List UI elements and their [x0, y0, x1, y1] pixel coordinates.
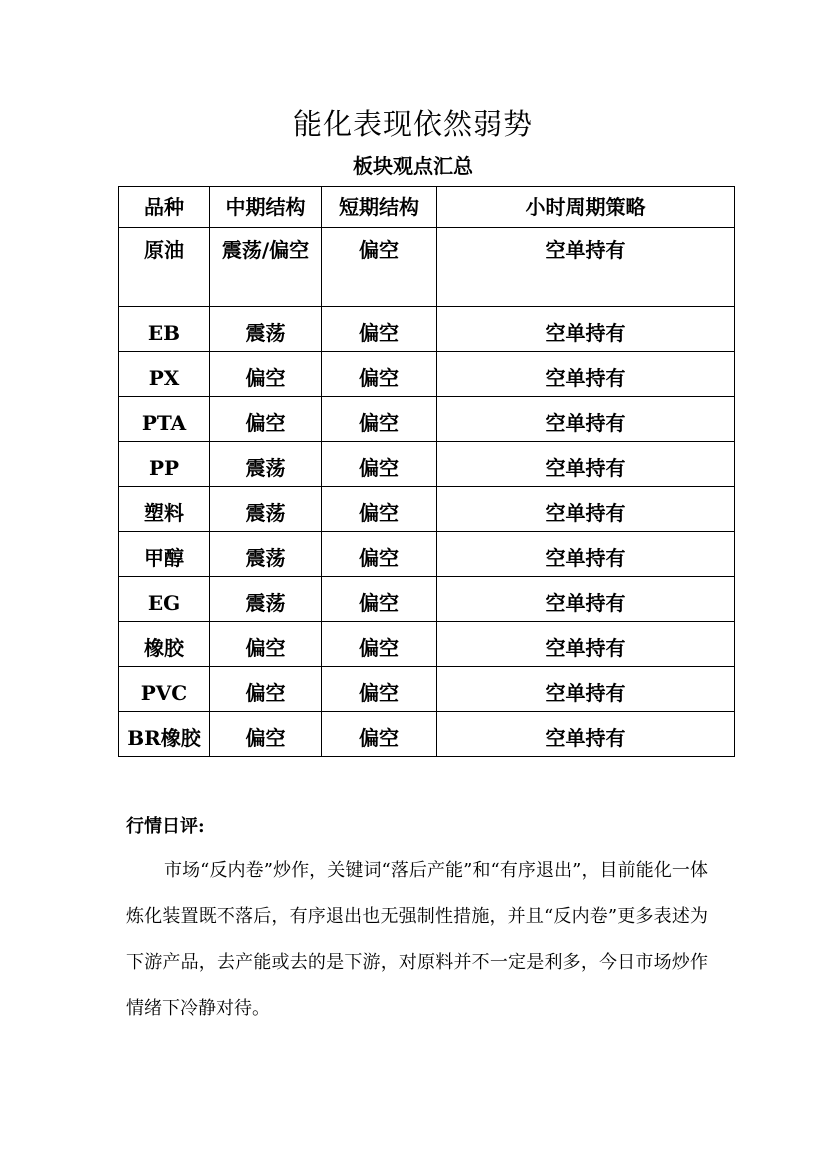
- document-title: 能化表现依然弱势: [292, 107, 533, 141]
- summary-table: [118, 186, 735, 757]
- table-row: [119, 622, 735, 667]
- cell-short-term: 偏空: [322, 352, 437, 397]
- cell-mid-term: 震荡: [210, 577, 322, 622]
- cell-mid-term: 偏空: [210, 622, 322, 667]
- table-row: [119, 667, 735, 712]
- table-row: [119, 532, 735, 577]
- cell-mid-term: 偏空: [210, 352, 322, 397]
- cell-variety: 橡胶: [119, 622, 210, 667]
- table-row: [119, 487, 735, 532]
- cell-short-term: 偏空: [322, 228, 437, 307]
- cell-mid-term: 震荡: [210, 442, 322, 487]
- cell-variety: EB: [119, 307, 210, 352]
- header-mid-term: 中期结构: [210, 187, 322, 228]
- document-subtitle: 板块观点汇总: [353, 154, 473, 178]
- cell-short-term: 偏空: [322, 712, 437, 757]
- cell-strategy: 空单持有: [437, 532, 735, 577]
- cell-mid-term: 震荡: [210, 487, 322, 532]
- cell-short-term: 偏空: [322, 667, 437, 712]
- market-review-heading: 行情日评:: [126, 816, 205, 837]
- header-short-term: 短期结构: [322, 187, 437, 228]
- cell-variety: PTA: [119, 397, 210, 442]
- cell-short-term: 偏空: [322, 622, 437, 667]
- cell-strategy: 空单持有: [437, 397, 735, 442]
- cell-strategy: 空单持有: [437, 622, 735, 667]
- table-row: [119, 307, 735, 352]
- table-row: [119, 442, 735, 487]
- cell-variety: PVC: [119, 667, 210, 712]
- cell-mid-term: 震荡/偏空: [210, 228, 322, 307]
- cell-strategy: 空单持有: [437, 228, 735, 307]
- cell-short-term: 偏空: [322, 307, 437, 352]
- table-row: [119, 228, 735, 307]
- table-row: [119, 577, 735, 622]
- header-variety: 品种: [119, 187, 210, 228]
- cell-variety: 塑料: [119, 487, 210, 532]
- table-row: [119, 352, 735, 397]
- cell-strategy: 空单持有: [437, 712, 735, 757]
- cell-short-term: 偏空: [322, 397, 437, 442]
- cell-strategy: 空单持有: [437, 442, 735, 487]
- cell-mid-term: 偏空: [210, 397, 322, 442]
- cell-strategy: 空单持有: [437, 352, 735, 397]
- cell-variety: PP: [119, 442, 210, 487]
- cell-mid-term: 偏空: [210, 667, 322, 712]
- cell-strategy: 空单持有: [437, 577, 735, 622]
- cell-variety: 甲醇: [119, 532, 210, 577]
- cell-strategy: 空单持有: [437, 307, 735, 352]
- cell-variety: PX: [119, 352, 210, 397]
- cell-strategy: 空单持有: [437, 487, 735, 532]
- header-hourly-strategy: 小时周期策略: [437, 187, 735, 228]
- cell-mid-term: 偏空: [210, 712, 322, 757]
- cell-mid-term: 震荡: [210, 307, 322, 352]
- table-row: [119, 712, 735, 757]
- cell-short-term: 偏空: [322, 442, 437, 487]
- cell-variety: EG: [119, 577, 210, 622]
- cell-variety: BR橡胶: [119, 712, 210, 757]
- cell-strategy: 空单持有: [437, 667, 735, 712]
- cell-short-term: 偏空: [322, 487, 437, 532]
- table-header-row: [119, 187, 735, 228]
- table-row: [119, 397, 735, 442]
- cell-mid-term: 震荡: [210, 532, 322, 577]
- cell-short-term: 偏空: [322, 577, 437, 622]
- cell-variety: 原油: [119, 228, 210, 307]
- market-review-paragraph: 市场“反内卷”炒作，关键词“落后产能”和“有序退出”，目前能化一体炼化装置既不落后，有序退出也无强制性措施，并且“反内卷”更多表述为下游产品，去产能或去的是下游，对原料并不一定是利多，今日市场炒作情绪下冷静对待。: [126, 860, 708, 1019]
- cell-short-term: 偏空: [322, 532, 437, 577]
